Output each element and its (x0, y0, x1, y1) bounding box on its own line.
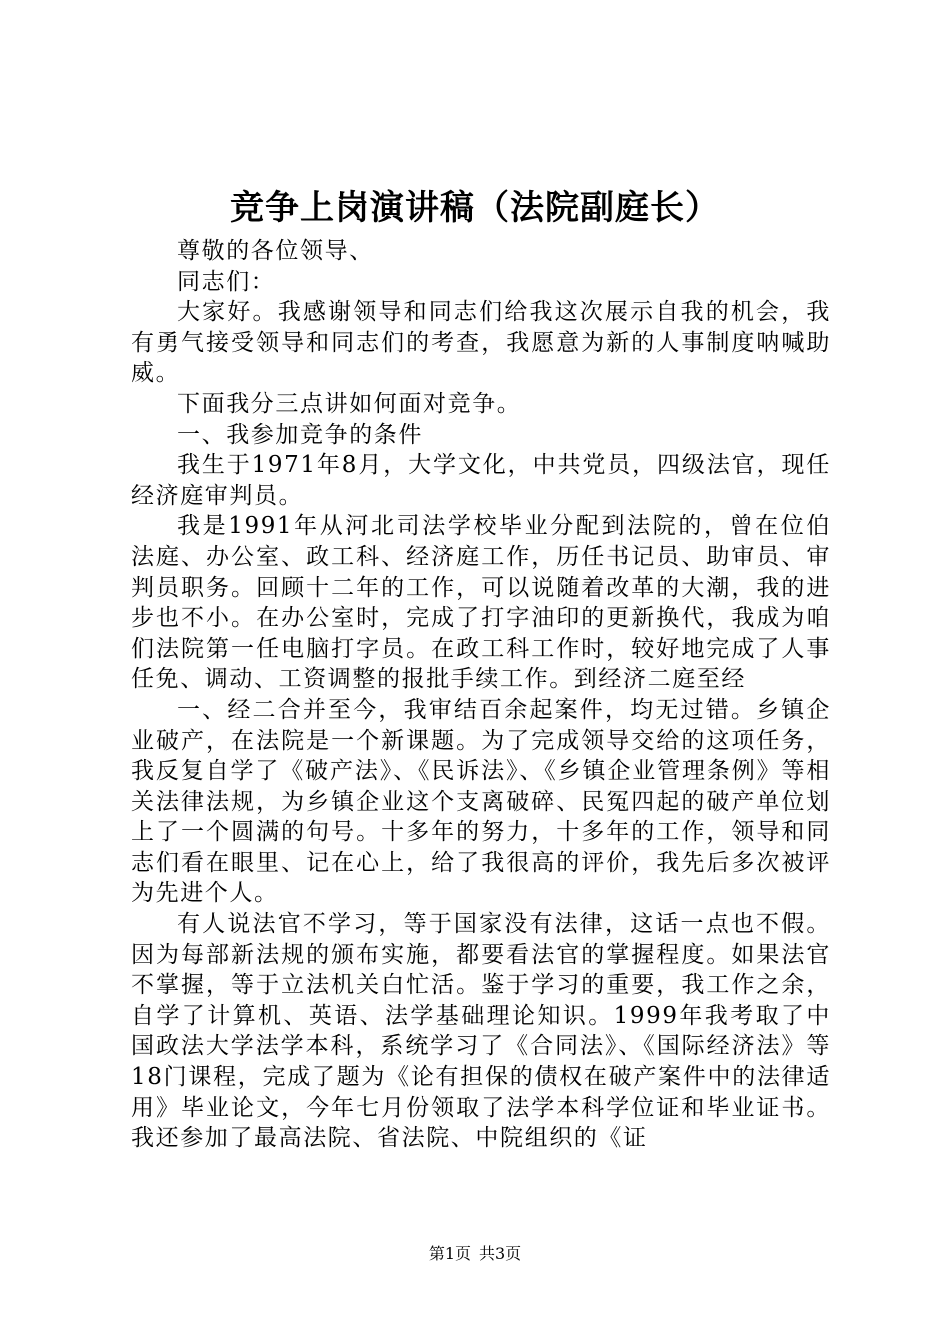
page-number: 第1页 (428, 1244, 471, 1263)
page-footer (0, 1242, 950, 1266)
section-heading-1: 一、我参加竞争的条件 (177, 421, 423, 448)
salutation-line-1: 尊敬的各位领导、 (177, 238, 374, 264)
paragraph-study: 有人说法官不学习，等于国家没有法律，这话一点也不假。因为每部新法规的颁布实施，都要看法官的掌握程度。如果法官不掌握，等于立法机关白忙活。鉴于学习的重要，我工作之余，自学了计算机、英语、法学基础理论知识。1999年我考取了中国政法大学法学本科，系统学习了《合同法》、《国际经济法》等18门课程，完成了题为《论有担保的债权在破产案件中的法律适用》毕业论文，今年七月份领取了法学本科学位证和毕业证书。我还参加了最高法院、省法院、中院组织的《证 (131, 911, 831, 1152)
paragraph-career: 我是1991年从河北司法学校毕业分配到法院的，曾在位伯法庭、办公室、政工科、经济庭工作，历任书记员、助审员、审判员职务。回顾十二年的工作，可以说随着改革的大潮，我的进步也不小。在办公室时，完成了打字油印的更新换代，我成为咱们法院第一任电脑打字员。在政工科工作时，较好地完成了人事任免、调动、工资调整的报批手续工作。到经济二庭至经 (131, 513, 831, 693)
paragraph-outline: 下面我分三点讲如何面对竞争。 (177, 390, 522, 417)
document-body (131, 236, 831, 1154)
paragraph-greeting: 大家好。我感谢领导和同志们给我这次展示自我的机会，我有勇气接受领导和同志们的考查，我愿意为新的人事制度呐喊助威。 (131, 299, 831, 387)
paragraph-achievements: 一、经二合并至今，我审结百余起案件，均无过错。乡镇企业破产，在法院是一个新课题。为了完成领导交给的这项任务，我反复自学了《破产法》、《民诉法》、《乡镇企业管理条例》等相关法律法规，为乡镇企业这个支离破碎、民冤四起的破产单位划上了一个圆满的句号。十多年的努力，十多年的工作，领导和同志们看在眼里、记在心上，给了我很高的评价，我先后多次被评为先进个人。 (131, 696, 831, 907)
paragraph-background: 我生于1971年8月，大学文化，中共党员，四级法官，现任经济庭审判员。 (131, 452, 831, 509)
page-total: 共3页 (479, 1244, 522, 1263)
salutation-line-2: 同志们： (177, 268, 276, 295)
document-title: 竞争上岗演讲稿（法院副庭长） (230, 188, 720, 228)
